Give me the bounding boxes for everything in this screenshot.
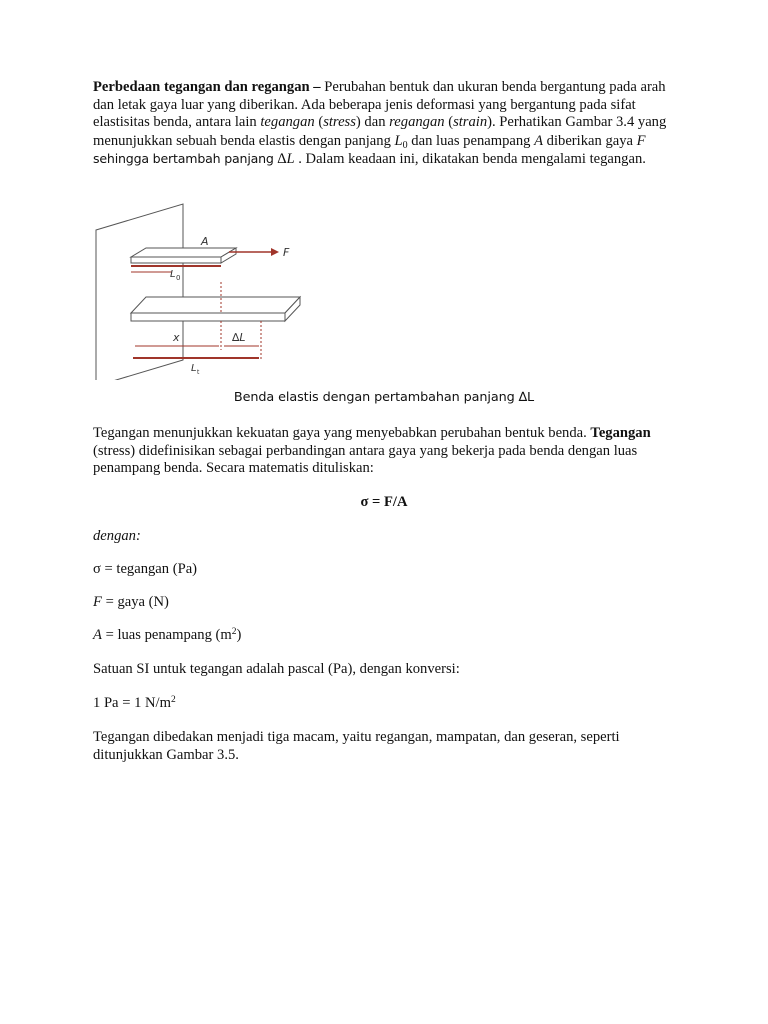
italic-var: F — [93, 594, 102, 610]
text: = gaya (N) — [101, 594, 169, 610]
italic-var: A — [93, 627, 102, 643]
bottom-plate-top — [131, 297, 300, 313]
text: (stress) didefinisikan sebagai perbandingan antara gaya yang bekerja pada benda dengan luas penampang benda. Secara matematis dituliskan: — [93, 442, 638, 477]
text: ( — [444, 114, 454, 131]
pascal-conversion — [93, 695, 176, 712]
stress-formula: σ = F/A — [360, 494, 408, 510]
label-f: F — [283, 246, 290, 259]
text: diberikan gaya — [543, 132, 637, 149]
italic-var: A — [534, 132, 544, 149]
top-plate-front — [131, 257, 221, 263]
italic-var: L — [286, 151, 295, 168]
text: . Dalam keadaan ini, dikatakan benda mengalami tegangan. — [294, 151, 646, 168]
delta-symbol: ∆ — [277, 151, 287, 168]
stress-paragraph — [93, 425, 683, 478]
def-sigma: σ = tegangan (Pa) — [93, 561, 198, 577]
italic-term: tegangan — [260, 114, 315, 131]
italic-term: regangan — [389, 114, 445, 131]
types-paragraph: Tegangan dibedakan menjadi tiga macam, yaitu regangan, mampatan, dan geseran, seperti ditunjukkan Gambar 3.5. — [93, 729, 620, 763]
italic-var: L — [394, 132, 403, 149]
force-arrowhead — [271, 248, 279, 256]
label-a: A — [201, 235, 209, 248]
def-area — [93, 627, 241, 644]
figure-svg — [93, 200, 313, 380]
text: ) — [236, 627, 242, 643]
label-x: x — [173, 331, 180, 344]
si-unit-sentence: Satuan SI untuk tegangan adalah pascal (Pa), dengan konversi: — [93, 661, 460, 677]
text: sehingga bertambah panjang — [93, 151, 278, 167]
superscript: 2 — [231, 627, 237, 637]
dengan-label: dengan: — [93, 528, 141, 544]
text: 1 Pa = 1 N/m — [93, 695, 171, 711]
elastic-body-figure — [93, 200, 313, 380]
label-l0-sub: 0 — [176, 274, 181, 282]
text: ) dan — [355, 114, 390, 131]
label-dl: ∆L — [232, 331, 246, 344]
italic-var: F — [636, 132, 646, 149]
label-lt-sub: t — [197, 369, 200, 376]
label-lt: L — [191, 363, 197, 374]
text: ). Perhatikan Gambar 3.4 yang menunjukkan sebuah benda elastis dengan panjang — [93, 114, 667, 149]
italic-term: stress — [323, 114, 356, 131]
wall-shape — [96, 204, 183, 380]
text: = luas penampang (m — [101, 627, 232, 643]
intro-paragraph — [93, 79, 683, 169]
def-force — [93, 594, 169, 611]
subscript: 0 — [402, 139, 408, 151]
bottom-plate-front — [131, 313, 285, 321]
label-l0: L — [170, 269, 176, 280]
figure-caption: Benda elastis dengan pertambahan panjang ∆L — [233, 390, 535, 405]
text: ( — [314, 114, 324, 131]
bold-term: Tegangan — [590, 425, 651, 441]
superscript: 2 — [170, 695, 176, 705]
top-plate-top — [131, 248, 236, 257]
heading-bold: Perbedaan tegangan dan regangan – — [93, 79, 321, 95]
italic-term: strain — [453, 114, 488, 131]
text: Tegangan menunjukkan kekuatan gaya yang menyebabkan perubahan bentuk benda. — [93, 425, 591, 441]
text: Perubahan bentuk dan ukuran benda bergantung pada arah dan letak gaya luar yang diberikan. Ada beberapa jenis deformasi yang bergantung pada sifat elastisitas benda, antara lain — [93, 79, 666, 131]
text: dan luas penampang — [407, 132, 535, 149]
